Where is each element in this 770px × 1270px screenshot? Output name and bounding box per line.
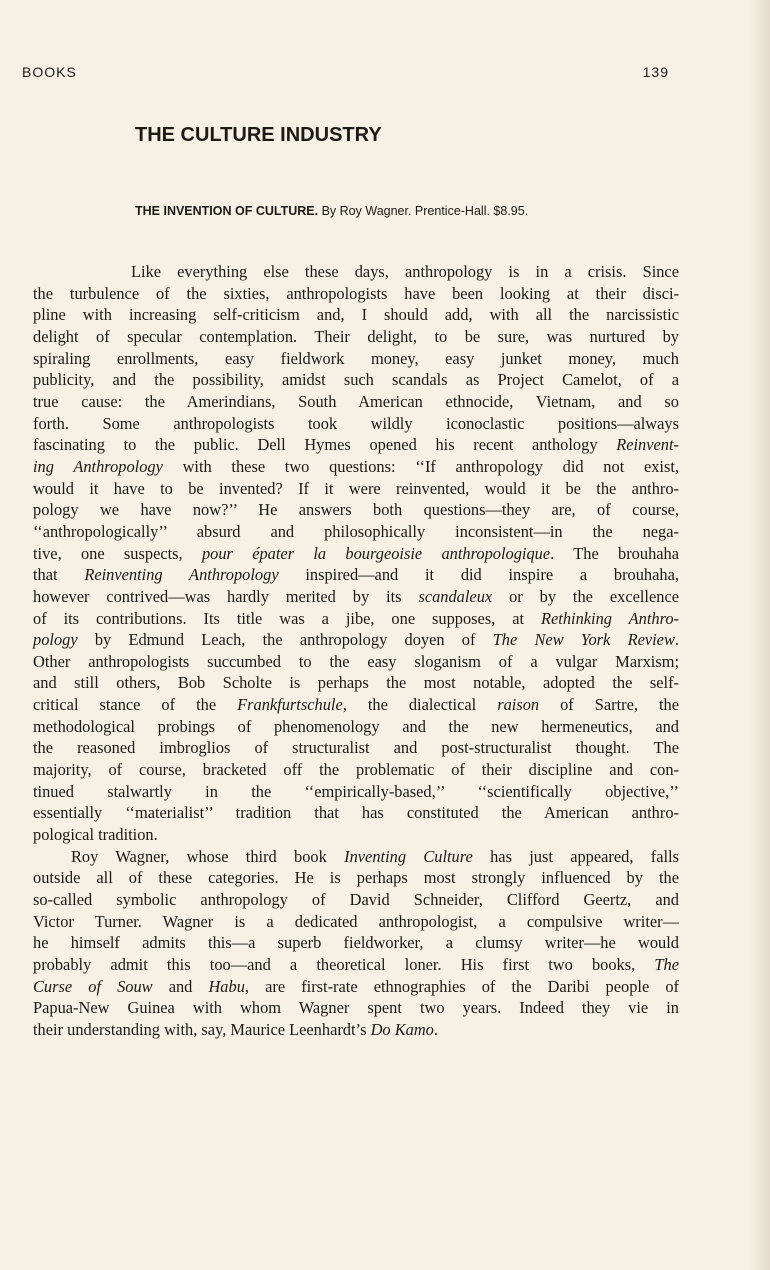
text-segment: . The brouhaha xyxy=(550,543,680,563)
text-segment: true cause: the Amerindians, South American ethnocide, Vietnam, and so xyxy=(33,391,679,411)
text-segment: the turbulence of the sixties, anthropologists have been looking at their disci- xyxy=(33,283,679,303)
text-line xyxy=(33,478,679,500)
text-segment: tive, one suspects, xyxy=(33,543,202,563)
text-segment: methodological probings of phenomenology and the new hermeneutics, and xyxy=(33,716,679,736)
text-line xyxy=(33,716,679,738)
text-segment: . xyxy=(433,1019,438,1039)
italic-text: pology xyxy=(33,630,78,650)
text-line xyxy=(33,932,679,954)
text-line xyxy=(33,997,679,1019)
text-segment: of its contributions. Its title was a jibe, one supposes, at xyxy=(33,608,541,628)
text-segment: Other anthropologists succumbed to the easy sloganism of a vulgar Marxism; xyxy=(33,651,679,671)
text-line xyxy=(33,586,679,608)
text-line xyxy=(33,434,679,456)
text-segment: Papua-New Guinea with whom Wagner spent two years. Indeed they vie in xyxy=(33,998,679,1018)
text-line xyxy=(33,694,679,716)
article-title: THE CULTURE INDUSTRY xyxy=(135,124,382,146)
paragraph xyxy=(33,846,679,1041)
text-segment: pological tradition. xyxy=(33,825,158,845)
text-line xyxy=(33,824,679,846)
text-segment: probably admit this too—and a theoretical loner. His first two books, xyxy=(33,955,655,974)
text-segment: of Sartre, the xyxy=(539,695,679,715)
running-head xyxy=(22,64,669,80)
text-line xyxy=(33,954,679,976)
italic-text: pour épater la bourgeoisie anthropologique xyxy=(201,543,551,563)
book-details: By Roy Wagner. Prentice-Hall. $8.95. xyxy=(321,204,529,218)
text-line xyxy=(33,889,679,911)
text-segment: pology we have now?’’ He answers both questions—they are, of course, xyxy=(33,500,679,520)
text-segment: by Edmund Leach, the anthropology doyen of xyxy=(77,630,493,650)
text-line xyxy=(33,304,679,326)
text-segment: he himself admits this—a superb fieldworker, a clumsy writer—he would xyxy=(33,933,679,953)
text-line xyxy=(33,608,679,630)
text-segment: delight of specular contemplation. Their delight, to be sure, was nurtured by xyxy=(33,326,679,346)
italic-text: Rethinking Anthro- xyxy=(540,608,679,628)
text-segment: publicity, and the possibility, amidst such scandals as Project Camelot, of a xyxy=(33,370,679,390)
italic-text: Habu xyxy=(208,976,245,996)
text-line xyxy=(33,283,679,305)
text-line xyxy=(33,737,679,759)
text-segment: Roy Wagner, whose third book xyxy=(71,846,345,866)
page-number: 139 xyxy=(642,64,669,80)
text-segment: with these two questions: ‘‘If anthropology did not exist, xyxy=(162,456,679,476)
italic-text: ing Anthropology xyxy=(33,456,163,476)
page-edge-shadow xyxy=(748,0,770,1270)
text-line xyxy=(33,391,679,413)
text-segment: majority, of course, bracketed off the problematic of their discipline and con- xyxy=(33,760,679,780)
text-line xyxy=(33,326,679,348)
paragraph xyxy=(33,261,679,846)
text-segment: forth. Some anthropologists took wildly iconoclastic positions—always xyxy=(33,413,679,433)
text-line xyxy=(33,499,679,521)
text-segment: their understanding with, say, Maurice Leenhardt’s xyxy=(33,1019,371,1039)
text-line xyxy=(33,651,679,673)
text-line xyxy=(33,543,679,565)
text-line xyxy=(33,672,679,694)
text-segment: . xyxy=(674,630,679,650)
book-citation xyxy=(135,204,528,218)
italic-text: Frankfurtschule xyxy=(237,695,343,715)
italic-text: Reinvent- xyxy=(616,435,679,455)
text-line xyxy=(33,781,679,803)
text-segment: spiraling enrollments, easy fieldwork money, easy junket money, much xyxy=(33,348,679,368)
text-segment: tinued stalwartly in the ‘‘empirically-based,’’ ‘‘scientifically objective,’’ xyxy=(33,781,679,801)
italic-text: raison xyxy=(497,695,540,715)
italic-text: The New York Review xyxy=(492,630,675,650)
text-line xyxy=(33,369,679,391)
text-segment: pline with increasing self-criticism and, I should add, with all the narcissistic xyxy=(33,305,679,325)
text-segment: and xyxy=(152,976,209,996)
text-line xyxy=(33,521,679,543)
text-segment: essentially ‘‘materialist’’ tradition that has constituted the American anthro- xyxy=(33,803,679,823)
text-line xyxy=(33,1019,679,1041)
article-body xyxy=(33,261,679,1041)
text-segment: would it have to be invented? If it were reinvented, would it be the anthro- xyxy=(33,478,679,498)
text-segment: , are first-rate ethnographies of the Daribi people of xyxy=(244,976,679,996)
text-segment: however contrived—was hardly merited by its xyxy=(33,586,419,606)
text-segment: , the dialectical xyxy=(342,695,498,715)
text-segment: has just appeared, falls xyxy=(472,846,679,866)
italic-text: scandaleux xyxy=(418,586,493,606)
text-segment: outside all of these categories. He is perhaps most strongly influenced by the xyxy=(33,868,679,888)
text-line xyxy=(33,911,679,933)
text-line xyxy=(33,867,679,889)
text-line xyxy=(33,261,679,283)
italic-text: Inventing Culture xyxy=(344,846,473,866)
text-line xyxy=(33,976,679,998)
text-segment: fascinating to the public. Dell Hymes opened his recent anthology xyxy=(33,435,617,455)
italic-text: Do Kamo xyxy=(370,1019,434,1039)
text-line xyxy=(33,802,679,824)
text-line xyxy=(33,759,679,781)
italic-text: Curse of Souw xyxy=(33,976,153,996)
text-line xyxy=(33,348,679,370)
text-line xyxy=(33,629,679,651)
italic-text: The xyxy=(654,955,679,974)
text-segment: critical stance of the xyxy=(33,695,238,715)
text-segment: so-called symbolic anthropology of David Schneider, Clifford Geertz, and xyxy=(33,890,679,910)
text-line xyxy=(33,456,679,478)
italic-text: Reinventing Anthropology xyxy=(84,565,279,585)
text-line xyxy=(33,564,679,586)
text-segment: or by the excellence xyxy=(492,586,679,606)
text-line xyxy=(33,846,679,868)
text-line xyxy=(33,413,679,435)
text-segment: inspired—and it did inspire a brouhaha, xyxy=(278,565,679,585)
text-segment: that xyxy=(33,565,85,585)
text-segment: the reasoned imbroglios of structuralist and post-structuralist thought. The xyxy=(33,738,679,758)
book-title: THE INVENTION OF CULTURE. xyxy=(135,204,319,218)
text-segment: and still others, Bob Scholte is perhaps the most notable, adopted the self- xyxy=(33,673,679,693)
text-segment: Like everything else these days, anthropology is in a crisis. Since xyxy=(131,262,679,281)
section-label: BOOKS xyxy=(22,64,77,80)
text-segment: Victor Turner. Wagner is a dedicated anthropologist, a compulsive writer— xyxy=(33,911,679,931)
text-segment: ‘‘anthropologically’’ absurd and philosophically inconsistent—in the nega- xyxy=(33,521,679,541)
